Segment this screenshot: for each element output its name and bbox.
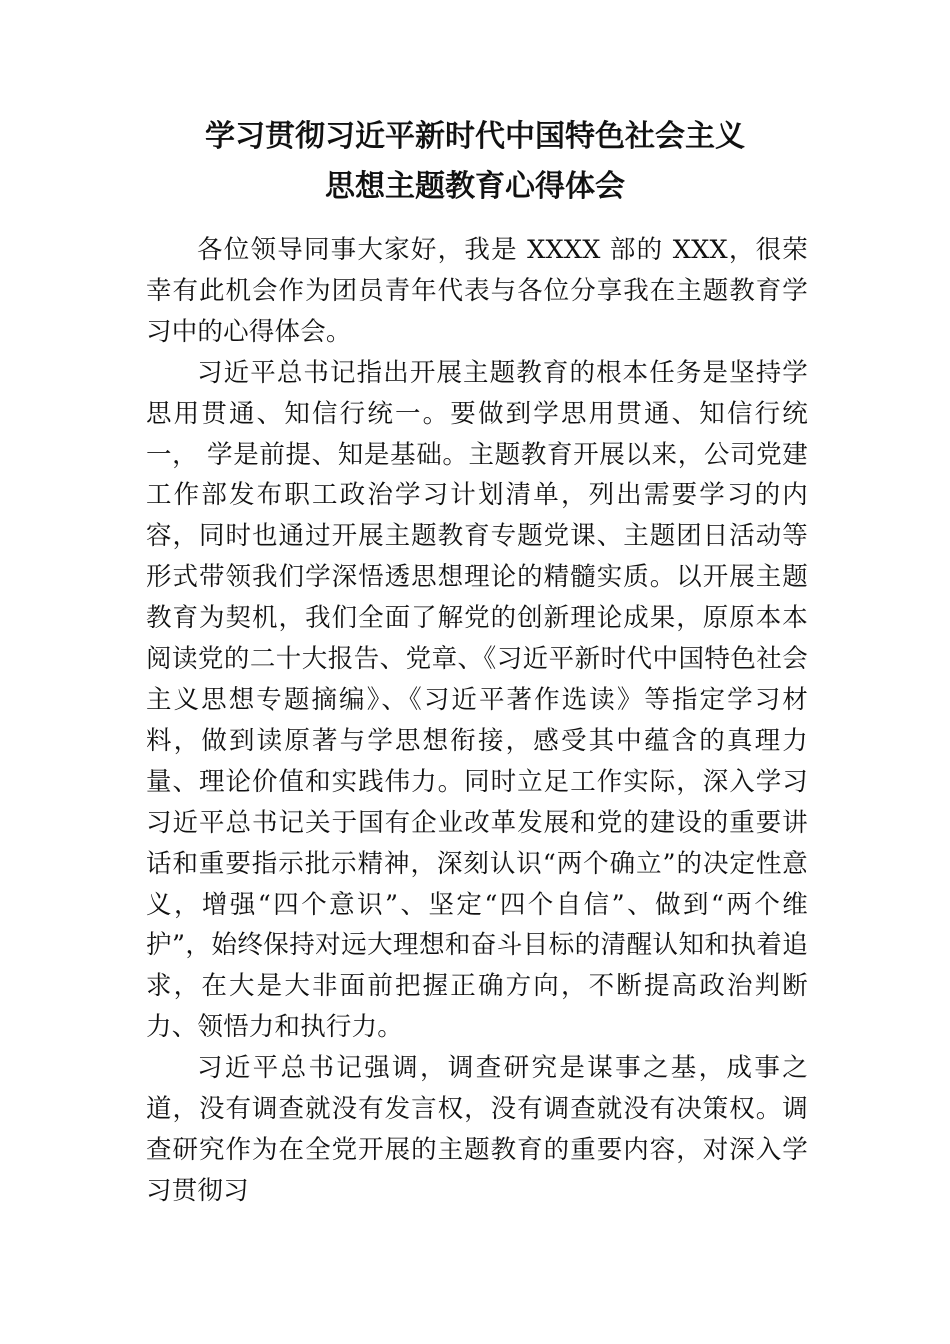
- paragraph-research: 习近平总书记强调，调查研究是谋事之基，成事之道，没有调查就没有发言权，没有调查就没有决策权。调查研究作为在全党开展的主题教育的重要内容，对深入学习贯彻习: [146, 1053, 808, 1206]
- document-title-line-1: 学习贯彻习近平新时代中国特色社会主义: [205, 119, 745, 154]
- document-title-line-2: 思想主题教育心得体会: [325, 169, 625, 204]
- paragraph-greeting: 各位领导同事大家好，我是 XXXX 部的 XXX，很荣幸有此机会作为团员青年代表与各位分享我在主题教育学习中的心得体会。: [146, 235, 808, 347]
- paragraph-study: 习近平总书记指出开展主题教育的根本任务是坚持学思用贯通、知信行统一。要做到学思用贯通、知信行统一， 学是前提、知是基础。主题教育开展以来，公司党建工作部发布职工政治学习计划清单，列出需要学习的内容，同时也通过开展主题教育专题党课、主题团日活动等形式带领我们学深悟透思想理论的精髓实质。以开展主题教育为契机，我们全面了解党的创新理论成果，原原本本阅读党的二十大报告、党章、《习近平新时代中国特色社会主义思想专题摘编》、《习近平著作选读》等指定学习材料，做到读原著与学思想衔接，感受其中蕴含的真理力量、理论价值和实践伟力。同时立足工作实际，深入学习习近平总书记关于国有企业改革发展和党的建设的重要讲话和重要指示批示精神，深刻认识“两个确立”的决定性意义，增强“四个意识”、坚定“四个自信”、做到“两个维护”，始终保持对远大理想和奋斗目标的清醒认知和执着追求，在大是大非面前把握正确方向，不断提高政治判断力、领悟力和执行力。: [146, 357, 808, 1043]
- document-body: [146, 230, 808, 1212]
